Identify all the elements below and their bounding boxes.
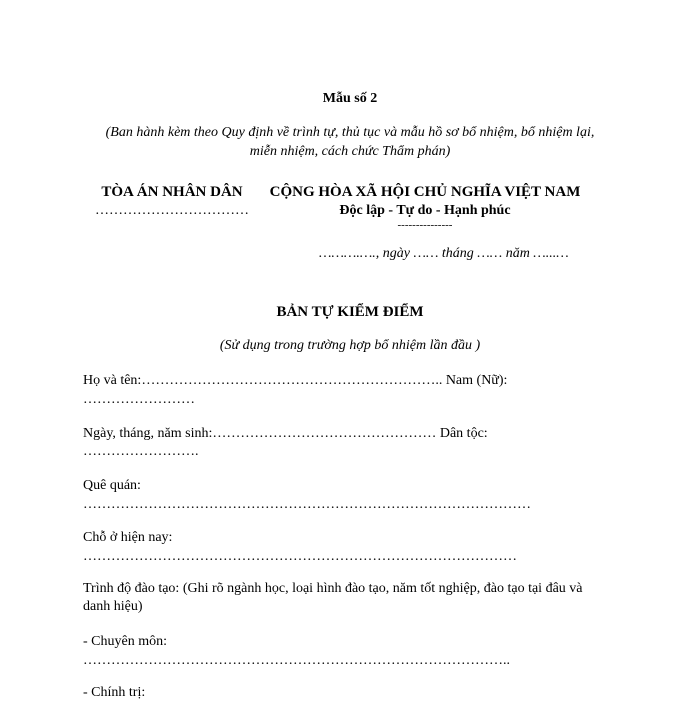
- date-of-birth-field: Ngày, tháng, năm sinh:………………………………………… Dân tộc:: [83, 426, 488, 441]
- issued-note-line-2: miễn nhiệm, cách chức Thẩm phán): [249, 144, 451, 159]
- residence-label: Chỗ ở hiện nay:: [83, 530, 173, 545]
- hometown-blank: ……………………………………………………………………………………: [83, 497, 531, 512]
- political-label: - Chính trị:: [83, 685, 146, 700]
- specialty-label: - Chuyên môn:: [83, 634, 167, 649]
- motto-divider: ---------------: [397, 219, 453, 231]
- date-of-birth-field-continued: …………………….: [83, 444, 199, 459]
- document-title: BẢN TỰ KIỂM ĐIỂM: [276, 304, 424, 320]
- country-name: CỘNG HÒA XÃ HỘI CHỦ NGHĨA VIỆT NAM: [269, 184, 581, 200]
- court-name-blank: ……………………………: [95, 203, 249, 218]
- court-name: TÒA ÁN NHÂN DÂN: [101, 184, 243, 200]
- residence-blank: …………………………………………………………………………………: [83, 549, 517, 564]
- education-line-1: Trình độ đào tạo: (Ghi rõ ngành học, loại hình đào tạo, năm tốt nghiệp, đào tạo tại đâu và: [83, 581, 583, 596]
- hometown-label: Quê quán:: [83, 478, 141, 493]
- issued-note-line-1: (Ban hành kèm theo Quy định về trình tự, thủ tục và mẫu hồ sơ bổ nhiệm, bổ nhiệm lại,: [105, 125, 595, 140]
- date-line: ……….…., ngày …… tháng …… năm …...…: [319, 246, 569, 261]
- national-motto: Độc lập - Tự do - Hạnh phúc: [339, 203, 511, 218]
- specialty-blank: ………………………………………………………………………………..: [83, 653, 510, 668]
- form-number: Mẫu số 2: [322, 91, 378, 106]
- education-line-2: danh hiệu): [83, 599, 143, 614]
- document-subtitle: (Sử dụng trong trường hợp bổ nhiệm lần đầu ): [219, 338, 481, 353]
- full-name-field-continued: ……………………: [83, 392, 195, 407]
- full-name-field: Họ và tên:……………………………………………………….. Nam (Nữ):: [83, 373, 508, 388]
